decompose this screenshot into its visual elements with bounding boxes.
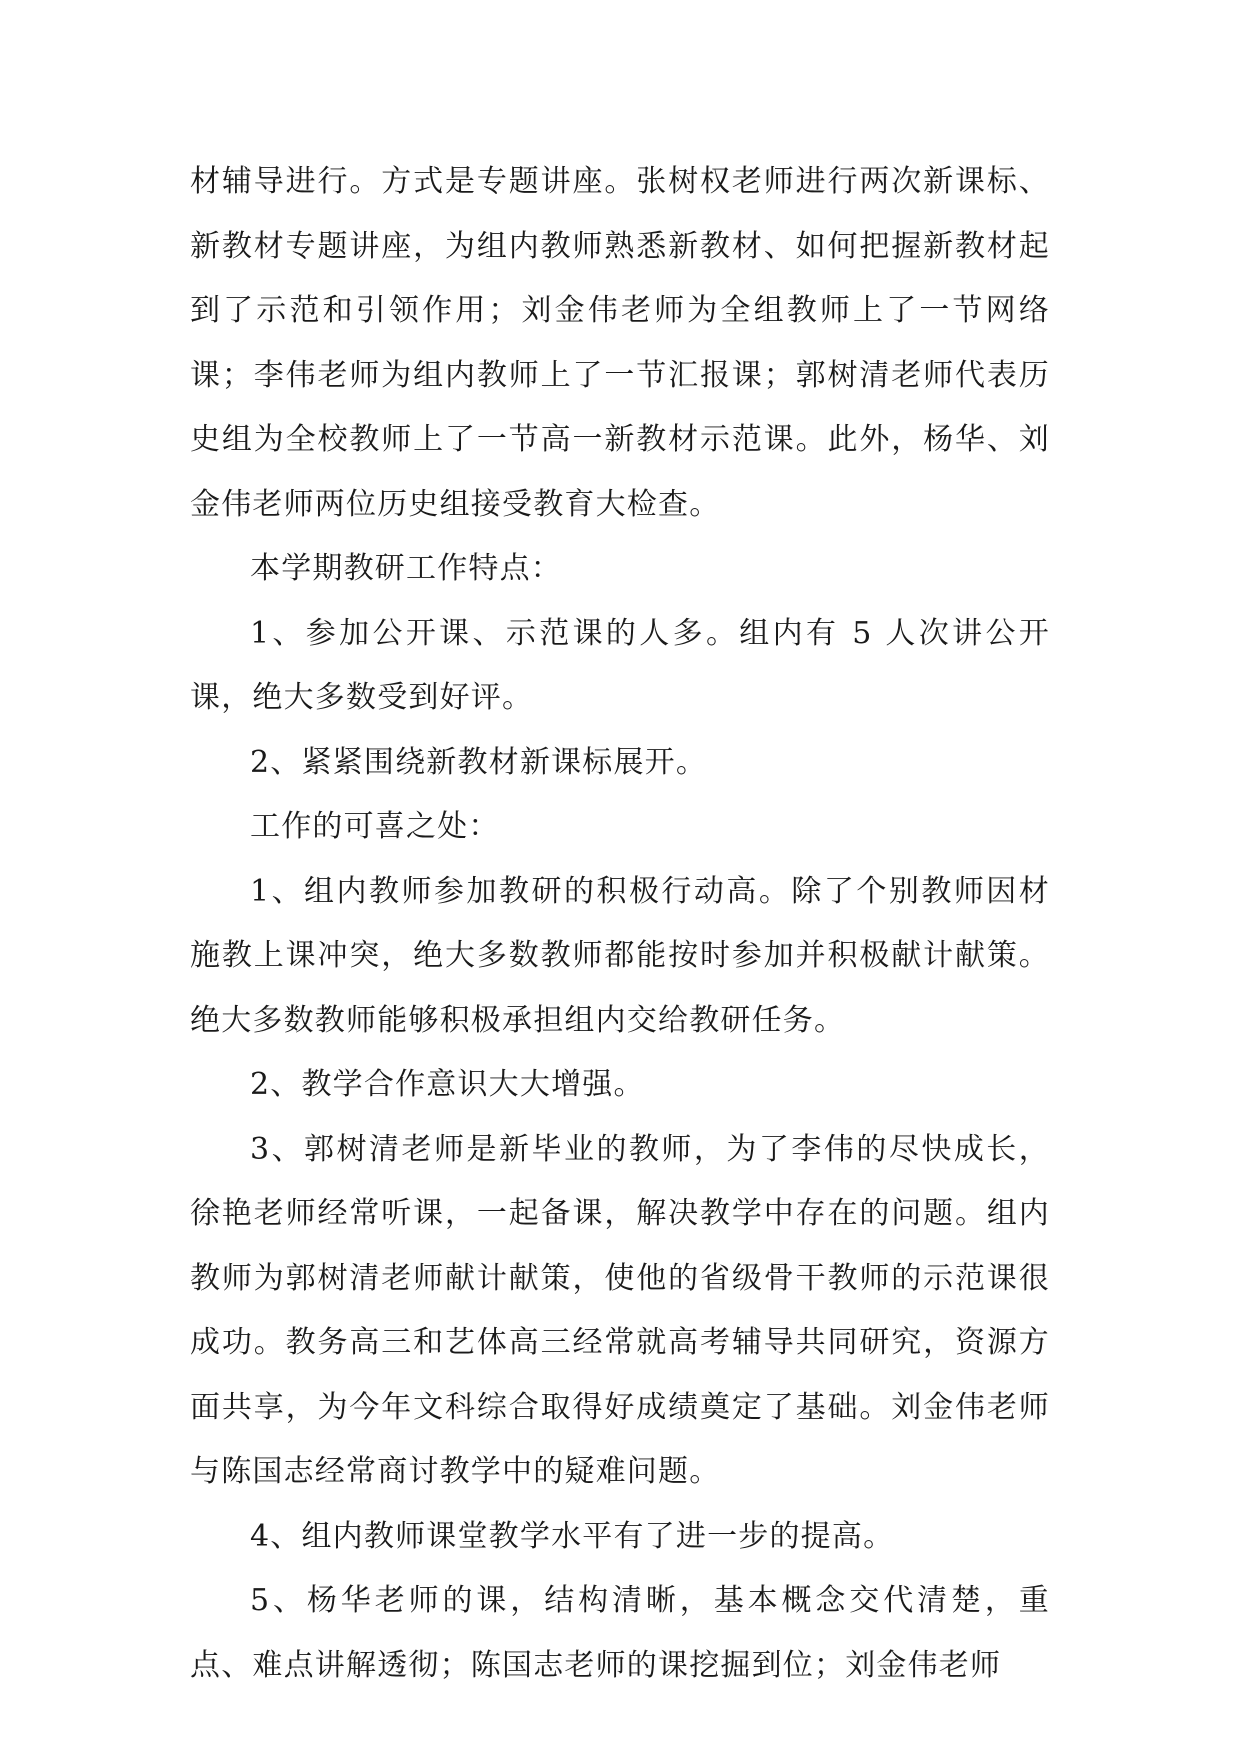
paragraph-highlight-2: 2、教学合作意识大大增强。 [250, 1067, 645, 1102]
paragraph-features-heading: 本学期教研工作特点： [250, 551, 562, 586]
paragraph-continued-intro: 材辅导进行。方式是专题讲座。张树权老师进行两次新课标、新教材专题讲座，为组内教师熟悉新教材、如何把握新教材起到了示范和引领作用；刘金伟老师为全组教师上了一节网络课；李伟老师为组内教师上了一节汇报课；郭树清老师代表历史组为全校教师上了一节高一新教材示范课。此外，杨华、刘金伟老师两位历史组接受教育大检查。 [190, 164, 1050, 522]
paragraph-highlight-3: 3、郭树清老师是新毕业的教师，为了李伟的尽快成长，徐艳老师经常听课，一起备课，解决教学中存在的问题。组内教师为郭树清老师献计献策，使他的省级骨干教师的示范课很成功。教务高三和艺体高三经常就高考辅导共同研究，资源方面共享，为今年文科综合取得好成绩奠定了基础。刘金伟老师与陈国志经常商讨教学中的疑难问题。 [190, 1131, 1050, 1489]
paragraph-highlight-1: 1、组内教师参加教研的积极行动高。除了个别教师因材施教上课冲突，绝大多数教师都能按时参加并积极献计献策。绝大多数教师能够积极承担组内交给教研任务。 [190, 873, 1050, 1038]
paragraph-highlight-5: 5、杨华老师的课，结构清晰，基本概念交代清楚，重点、难点讲解透彻；陈国志老师的课挖掘到位；刘金伟老师 [190, 1583, 1050, 1683]
paragraph-feature-1: 1、参加公开课、示范课的人多。组内有 5 人次讲公开课，绝大多数受到好评。 [190, 615, 1050, 715]
document-body [190, 150, 1050, 1698]
paragraph-highlight-4: 4、组内教师课堂教学水平有了进一步的提高。 [250, 1518, 895, 1554]
paragraph-highlights-heading: 工作的可喜之处： [250, 809, 500, 844]
paragraph-feature-2: 2、紧紧围绕新教材新课标展开。 [250, 744, 708, 780]
